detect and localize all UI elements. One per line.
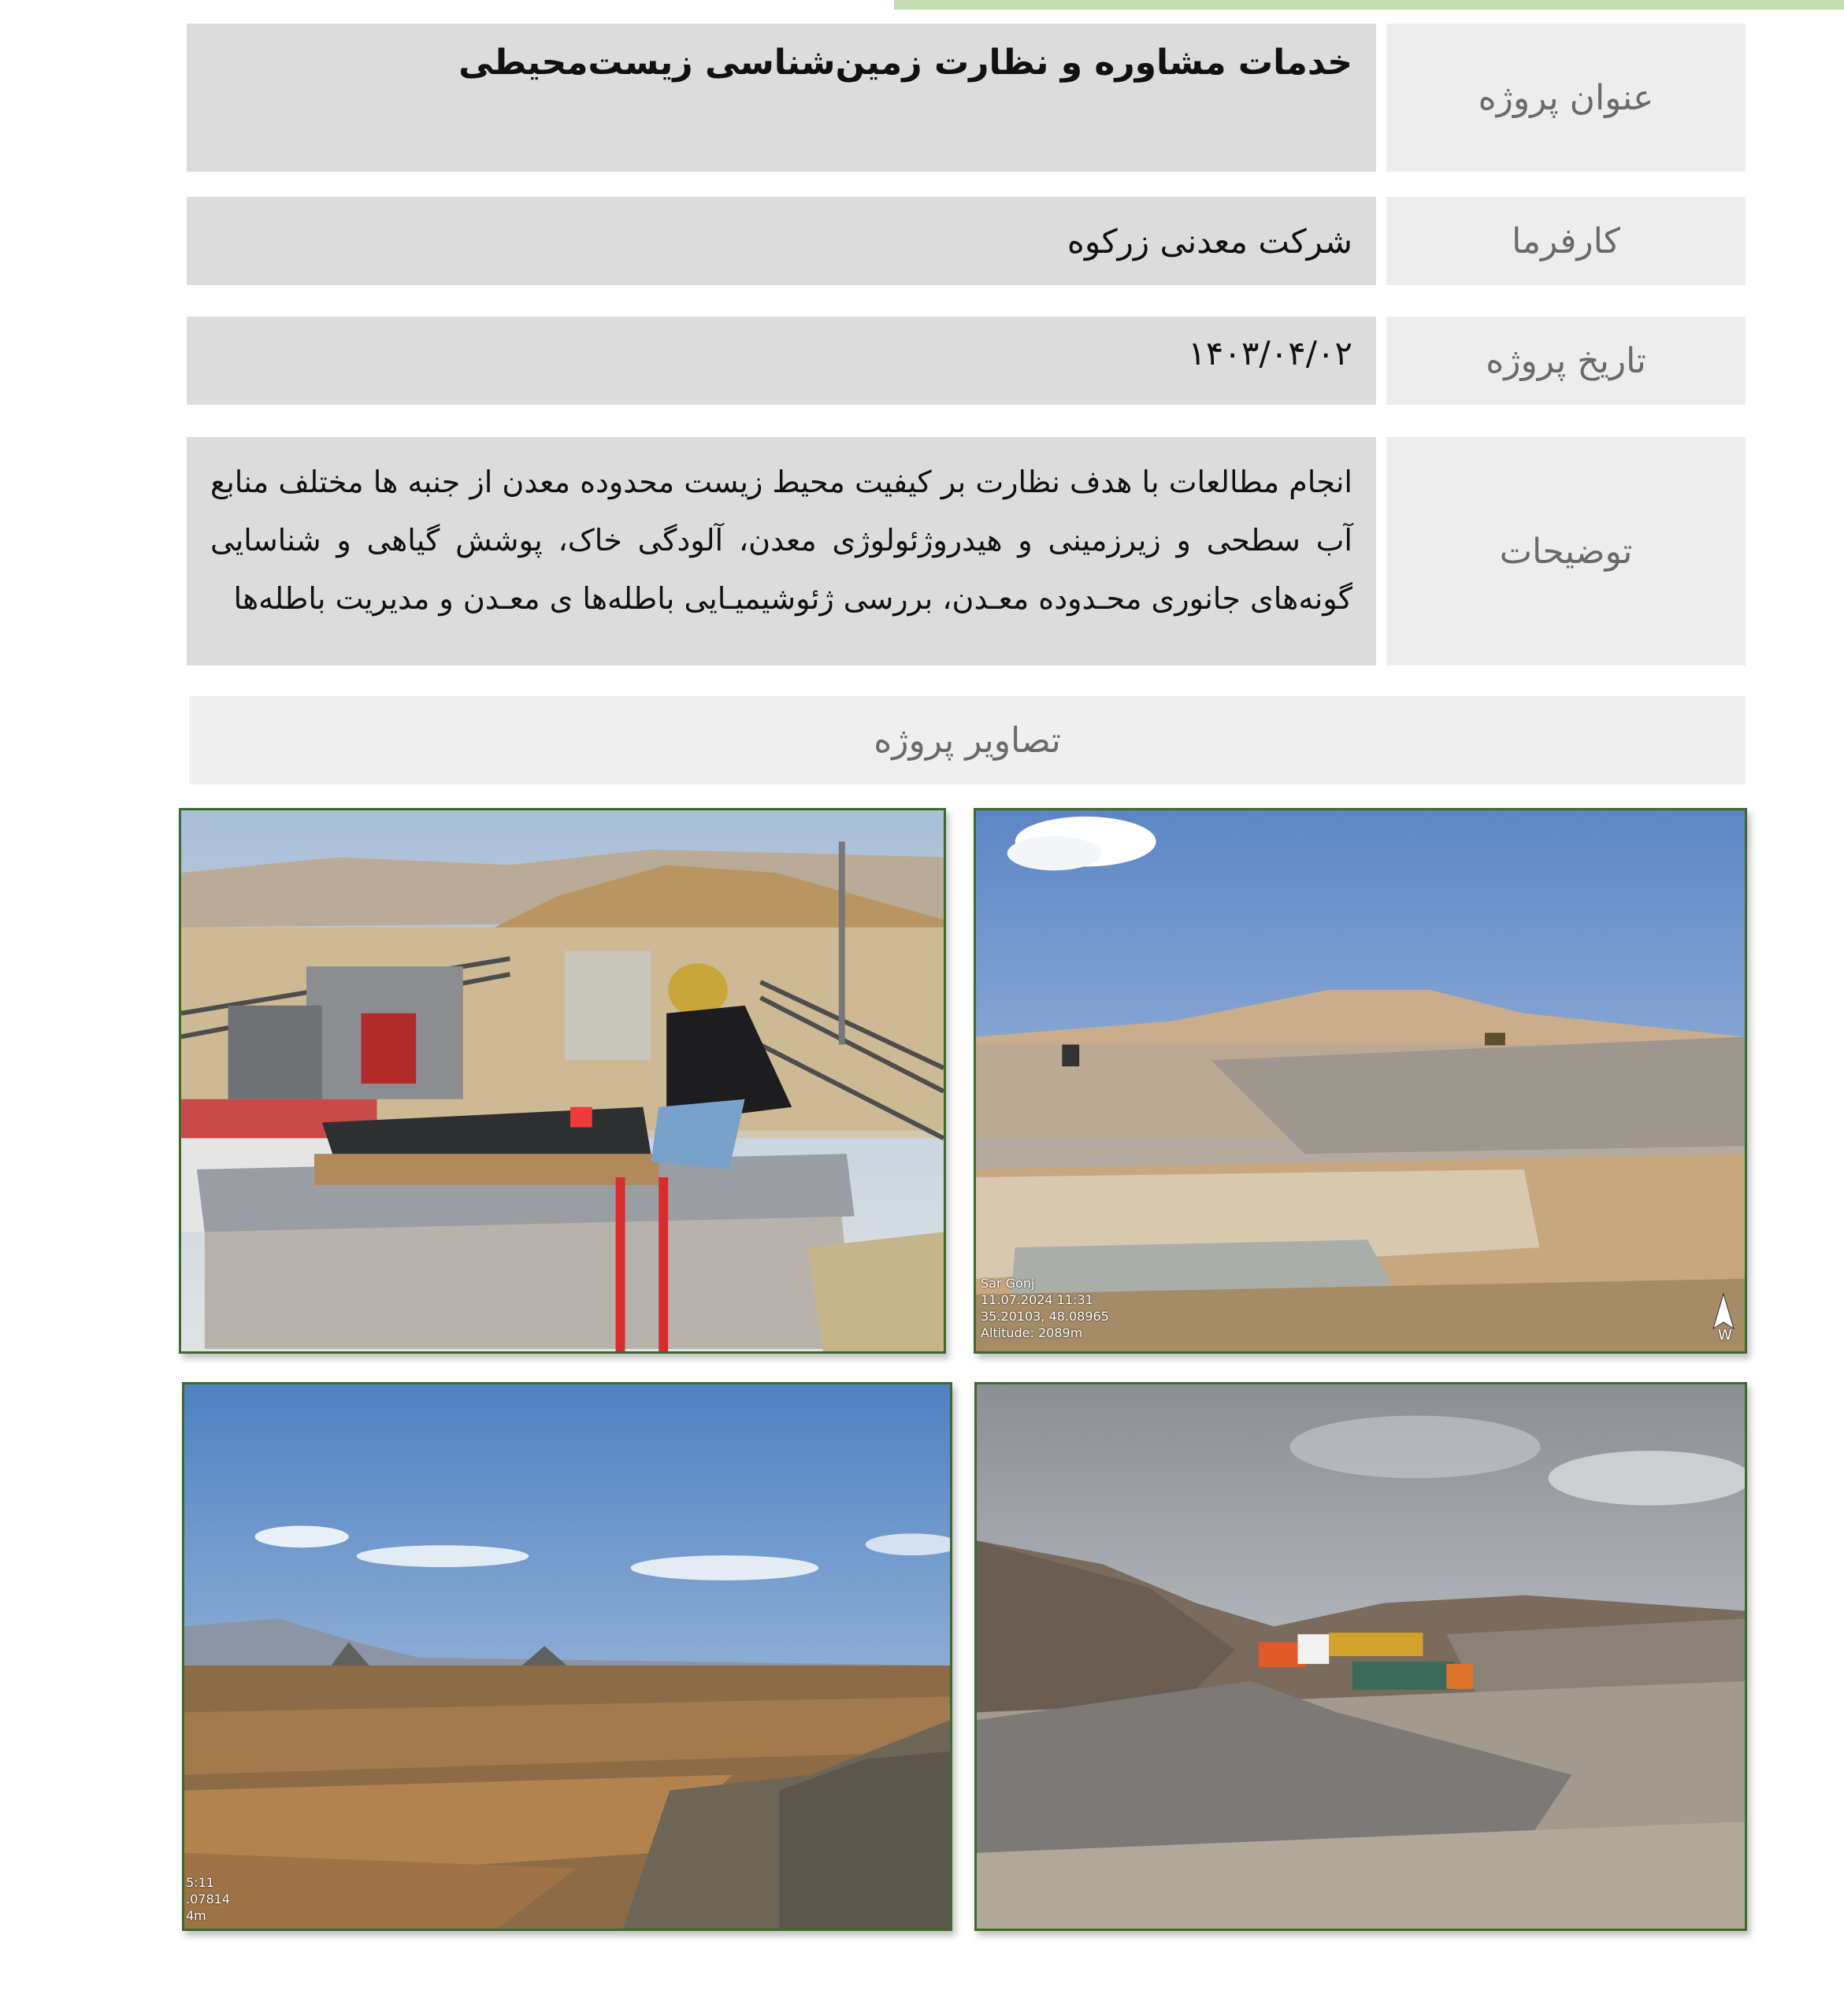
project-date-label: تاریخ پروژه	[1386, 317, 1746, 405]
photo-partial-overlay	[186, 1874, 230, 1924]
photo-gps-overlay	[981, 1275, 1109, 1341]
overlay-line-2: .07814	[186, 1892, 230, 1907]
top-accent-bar	[894, 0, 1844, 9]
photo-landscape	[182, 1382, 952, 1931]
gps-datetime: 11.07.2024 11:31	[981, 1292, 1093, 1307]
gps-location: Sar Gonj	[981, 1276, 1035, 1291]
compass-arrow-icon	[1710, 1291, 1737, 1346]
project-title-value: خدمات مشاوره و نظارت زمین‌شناسی زیست‌محیطی	[187, 24, 1376, 172]
photo-processing-plant	[179, 808, 946, 1354]
photo-landscape-image	[184, 1384, 950, 1929]
description-value: انجام مطالعات با هدف نظارت بر کیفیت محیط زیست محدوده معدن از جنبه ها مختلف منابع آب سطحی و زیرزمینی و هیدروژئولوژی معدن، آلودگی خاک، پوشش گیاهی و شناسایی گونه‌های جانوری محـدوده معـدن، بررسی ژئوشیمیـایی باطله‌ها ی معـدن و مدیریت باطله‌ها	[187, 437, 1376, 665]
project-title-label: عنوان پروژه	[1386, 24, 1746, 172]
photo-mine-trucks	[974, 1382, 1747, 1931]
description-label: توضیحات	[1386, 437, 1746, 665]
photo-mine-dump	[974, 808, 1747, 1354]
project-images-heading: تصاویر پروژه	[189, 696, 1746, 784]
project-date-value: ۱۴۰۳/۰۴/۰۲	[187, 317, 1376, 405]
compass-label: W	[1718, 1327, 1732, 1343]
overlay-line-1: 5:11	[186, 1875, 214, 1890]
gps-altitude: Altitude: 2089m	[981, 1325, 1083, 1340]
employer-label: کارفرما	[1386, 197, 1746, 285]
photo-mine-trucks-image	[977, 1384, 1745, 1929]
employer-value: شرکت معدنی زرکوه	[187, 197, 1376, 285]
gps-coords: 35.20103, 48.08965	[981, 1309, 1109, 1324]
photo-mine-dump-image	[976, 810, 1745, 1351]
overlay-line-3: 4m	[186, 1908, 206, 1923]
photo-processing-plant-image	[181, 810, 944, 1351]
